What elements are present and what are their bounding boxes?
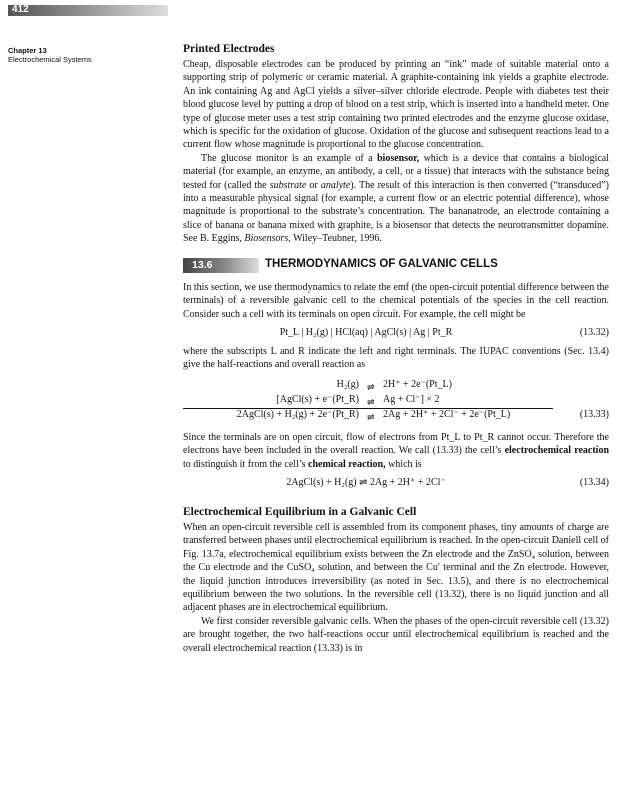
overall-reaction <box>183 408 609 423</box>
equilibrium-paragraph-2: We first consider reversible galvanic cells. When the phases of the open-circuit reversible cell (13.32) are brought together, the two half-reactions occur until electrochemical equilibrium is reached and the overall electrochemical reaction (13.33) is in <box>183 615 609 654</box>
printed-electrodes-heading: Printed Electrodes <box>183 43 275 55</box>
cell-diagram: Pt_L | H₂(g) | HCl(aq) | AgCl(s) | Ag | Pt_R <box>279 326 453 338</box>
equation-13-34 <box>183 476 609 490</box>
thermo-paragraph-3: Since the terminals are on open circuit, flow of electrons from Pt_L to Pt_R cannot occur. Therefore the electrons have been included in the overall reaction. We call (13.33) the cell’s electrochemical reaction to distinguish it from the cell’s chemical reaction, which is <box>183 431 609 470</box>
products: 2Ag + 2H⁺ + 2Cl⁻ + 2e⁻(Pt_L) <box>383 408 511 420</box>
equation-number: (13.33) <box>579 408 609 420</box>
products: Ag + Cl⁻] × 2 <box>383 393 440 405</box>
chapter-sidebar <box>8 46 178 64</box>
equation-number: (13.32) <box>579 326 609 338</box>
equilibrium-paragraph-1: When an open-circuit reversible cell is assembled from its component phases, tiny amounts of charge are transferred between phases until electrochemical equilibrium is reached. In the open-circuit Daniell cell of Fig. 13.7a, electrochemical equilibrium exists between the Zn electrode and the ZnSO₄ solution, between the Cu electrode and the CuSO₄ solution, and between the Cu′ terminal and the Zn electrode. However, the liquid junction introduces irreversibility (as noted in Sec. 13.5), and there is no electrochemical equilibrium between the two solutions. In the reversible cell (13.32), there is no liquid junction and all adjacent phases are in electrochemical equilibrium. <box>183 521 609 614</box>
equation-number: (13.34) <box>579 476 609 488</box>
printed-electrodes-paragraph-2: The glucose monitor is an example of a biosensor, which is a device that contains a biological material (for example, an enzyme, an antibody, a cell, or a tissue) that interacts with the substance being tested for (called the substrate or analyte). The result of this interaction is then converted (“transduced”) into a measurable physical signal (for example, a current flow or an electric potential difference), whose magnitude is proportional to the substrate’s concentration. The bananatrode, an electrode containing a slice of banana or banana mixed with graphite, is a biosensor that detects the neurotransmitter dopamine. See B. Eggins, Biosensors, Wiley–Teubner, 1996. <box>183 152 609 245</box>
equilibrium-arrow-icon: ⇌ <box>367 411 374 422</box>
chemical-reaction: 2AgCl(s) + H₂(g) ⇌ 2Ag + 2H⁺ + 2Cl⁻ <box>286 476 446 488</box>
reactants: H₂(g) <box>336 378 359 390</box>
page-body <box>183 42 609 655</box>
reactants: [AgCl(s) + e⁻(Pt_R) <box>276 393 359 405</box>
products: 2H⁺ + 2e⁻(Pt_L) <box>383 378 452 390</box>
half-reaction-2 <box>183 393 609 408</box>
section-number: 13.6 <box>183 258 259 273</box>
chapter-label: Chapter 13 <box>8 46 47 55</box>
equilibrium-arrow-icon: ⇌ <box>359 476 368 488</box>
thermo-paragraph-1: In this section, we use thermodynamics to relate the emf (the open-circuit potential difference between the terminals) of a reversible galvanic cell to the chemical potentials of the species in the cell reaction. Consider such a cell with its terminals on open circuit. For example, the cell might be <box>183 281 609 320</box>
equilibrium-arrow-icon: ⇌ <box>367 396 374 407</box>
reaction-block <box>183 378 609 423</box>
page-number: 412 <box>12 4 29 15</box>
equation-13-32 <box>183 326 609 340</box>
printed-electrodes-paragraph-1: Cheap, disposable electrodes can be produced by printing an “ink” made of suitable material onto a supporting strip of polymeric or ceramic material. A graphite-containing ink yields a graphite electrode. An ink containing Ag and AgCl yields a silver–silver chloride electrode. People with diabetes test their blood glucose level by putting a drop of blood on a test strip, which is inserted into a handheld meter. One type of glucose meter uses a test strip containing two printed electrodes and the enzyme glucose oxidase, which is specific for the oxidation of glucose. Oxidation of the glucose and subsequent reactions lead to a current flow whose magnitude is proportional to the glucose concentration. <box>183 59 609 151</box>
page-header-bar <box>8 5 168 16</box>
section-heading <box>183 258 609 273</box>
half-reaction-1 <box>183 378 609 393</box>
chapter-title: Electrochemical Systems <box>8 55 92 64</box>
equilibrium-heading: Electrochemical Equilibrium in a Galvanic Cell <box>183 505 417 518</box>
reactants: 2AgCl(s) + H₂(g) + 2e⁻(Pt_R) <box>236 408 359 420</box>
equilibrium-arrow-icon: ⇌ <box>367 381 374 392</box>
section-title: THERMODYNAMICS OF GALVANIC CELLS <box>265 258 498 271</box>
thermo-paragraph-2: where the subscripts L and R indicate the left and right terminals. The IUPAC conventions (Sec. 13.4) give the half-reactions and overall reaction as <box>183 345 609 371</box>
